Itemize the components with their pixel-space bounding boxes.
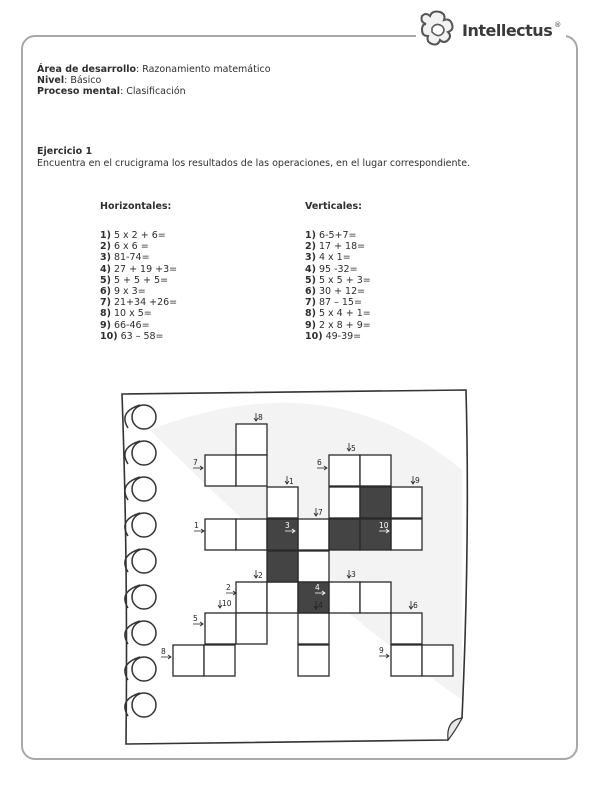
grid-cell[interactable] xyxy=(236,424,267,455)
grid-cell[interactable] xyxy=(236,519,267,550)
meta-nivel: Nivel: Básico xyxy=(37,75,102,86)
list-item: 2) 17 + 18= xyxy=(305,241,366,253)
grid-cell[interactable] xyxy=(173,645,204,676)
list-item: 1) 5 x 2 + 6= xyxy=(100,230,166,241)
verticales-title: Verticales: xyxy=(305,201,362,212)
exercise-instruction: Encuentra en el crucigrama los resultados de las operaciones, en el lugar correspondiente. xyxy=(37,158,471,169)
clue-number: 1 xyxy=(194,521,199,530)
grid-cell[interactable] xyxy=(298,519,329,550)
clue-number: 4 xyxy=(315,583,320,592)
clue-number: 7 xyxy=(193,458,198,467)
list-item: 5) 5 x 5 + 3= xyxy=(305,274,371,286)
grid-cell[interactable] xyxy=(329,582,360,613)
grid-cell[interactable] xyxy=(267,582,298,613)
grid-cell[interactable] xyxy=(236,582,267,613)
meta-area: Área de desarrollo: Razonamiento matemático xyxy=(37,64,271,75)
clue-number: 5 xyxy=(351,444,356,453)
clue-number: 7 xyxy=(318,508,323,517)
brand-name: Intellectus ® xyxy=(462,21,561,40)
clue-number: 3 xyxy=(285,521,290,530)
clue-number: 6 xyxy=(317,458,322,467)
shaded-cell xyxy=(267,519,298,550)
grid-cell[interactable] xyxy=(391,487,422,518)
list-item: 4) 27 + 19 +3= xyxy=(100,263,178,275)
grid-cell[interactable] xyxy=(205,613,236,644)
grid-cell[interactable] xyxy=(267,487,298,518)
spiral-binding xyxy=(132,405,156,717)
list-item: 9) 66-46= xyxy=(100,319,150,331)
grid-cell[interactable] xyxy=(298,551,329,582)
list-item: 10) 63 – 58= xyxy=(100,330,164,342)
clue-number: 8 xyxy=(161,647,166,656)
grid-cell[interactable] xyxy=(329,487,360,518)
list-item: 1) 6-5+7= xyxy=(305,230,357,241)
list-item: 3) 4 x 1= xyxy=(305,252,351,264)
grid-cell[interactable] xyxy=(391,613,422,644)
grid-cell[interactable] xyxy=(236,455,267,486)
list-item: 6) 30 + 12= xyxy=(305,286,366,298)
clue-number: 9 xyxy=(379,646,384,655)
exercise-title: Ejercicio 1 xyxy=(37,146,93,157)
list-item: 8) 5 x 4 + 1= xyxy=(305,308,371,320)
shaded-cell xyxy=(298,582,329,613)
clue-number: 10 xyxy=(379,521,389,530)
clue-number: 10 xyxy=(222,599,232,608)
list-item: 9) 2 x 8 + 9= xyxy=(305,319,371,331)
list-item: 7) 21+34 +26= xyxy=(100,297,178,309)
clue-number: 9 xyxy=(415,476,420,485)
clue-number: 3 xyxy=(351,570,356,579)
grid-cell[interactable] xyxy=(391,645,422,676)
grid-cell[interactable] xyxy=(329,455,360,486)
meta-proceso: Proceso mental: Clasificación xyxy=(37,86,186,97)
grid-cell[interactable] xyxy=(422,645,453,676)
list-item: 6) 9 x 3= xyxy=(100,286,146,298)
clue-number: 4 xyxy=(318,601,323,610)
list-item: 2) 6 x 6 = xyxy=(100,241,149,253)
grid-cell[interactable] xyxy=(298,645,329,676)
clue-number: 6 xyxy=(413,601,418,610)
clue-number: 5 xyxy=(193,614,198,623)
grid-cell[interactable] xyxy=(360,455,391,486)
list-item: 3) 81-74= xyxy=(100,252,150,264)
clue-number: 1 xyxy=(289,477,294,486)
horizontales-title: Horizontales: xyxy=(100,201,172,212)
shaded-cell xyxy=(267,551,298,582)
list-item: 4) 95 -32= xyxy=(305,263,358,275)
clue-number: 2 xyxy=(226,583,231,592)
list-item: 5) 5 + 5 + 5= xyxy=(100,274,169,286)
grid-cell[interactable] xyxy=(360,582,391,613)
grid-cell[interactable] xyxy=(298,613,329,644)
list-item: 10) 49-39= xyxy=(305,330,362,342)
clue-number: 8 xyxy=(258,413,263,422)
shaded-cell xyxy=(329,519,360,550)
grid-cell[interactable] xyxy=(205,519,236,550)
list-item: 7) 87 – 15= xyxy=(305,297,362,309)
clue-number: 2 xyxy=(258,571,263,580)
shaded-cell xyxy=(360,487,391,518)
grid-cell[interactable] xyxy=(236,613,267,644)
grid-cell[interactable] xyxy=(205,455,236,486)
grid-cell[interactable] xyxy=(391,519,422,550)
list-item: 8) 10 x 5= xyxy=(100,308,152,320)
grid-cell[interactable] xyxy=(204,645,235,676)
